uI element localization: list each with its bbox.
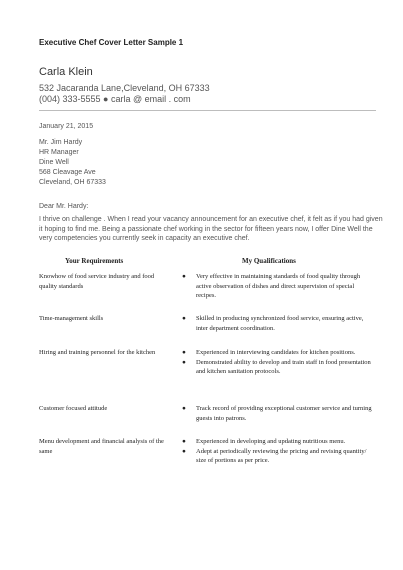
bullet-icon: ● (182, 315, 186, 322)
requirement-cell: Knowhow of food service industry and food quality standards (39, 273, 155, 290)
requirement-cell: Hiring and training personnel for the kitchen (39, 349, 156, 356)
requirement-cell: Menu development and financial analysis of the same (39, 438, 164, 455)
qualification-cell (182, 314, 372, 333)
sender-phone-email: (004) 333-5555 ● carla @ email . com (39, 94, 191, 104)
recipient-street: 568 Cleavage Ave (39, 169, 96, 176)
qualification-item: ● Experienced in developing and updating nutritious menu. (182, 438, 346, 445)
requirement-cell: Customer focused attitude (39, 405, 108, 412)
qualification-item: ● Demonstrated ability to develop and train staff in food presentation and kitchen sanitation protocols. (182, 358, 371, 375)
salutation: Dear Mr. Hardy: (39, 203, 89, 210)
sender-address: 532 Jacaranda Lane,Cleveland, OH 67333 (39, 83, 210, 93)
bullet-icon: ● (182, 358, 186, 366)
document-title: Executive Chef Cover Letter Sample 1 (39, 38, 184, 47)
qualification-item: ● Track record of providing exceptional customer service and turning guests into patrons. (182, 405, 372, 422)
bullet-icon: ● (182, 273, 186, 280)
recipient-name: Mr. Jim Hardy (39, 139, 83, 146)
recipient-city: Cleveland, OH 67333 (39, 179, 106, 186)
bullet-icon: ● (182, 447, 186, 455)
qualification-item: ● Adept at periodically reviewing the pricing and revising quantity/ size of portions as per price. (182, 447, 367, 464)
sender-contact-block (39, 83, 210, 105)
letter-date: January 21, 2015 (39, 123, 94, 130)
recipient-block (39, 138, 106, 188)
qualification-cell (182, 272, 372, 301)
qualification-item: ● Skilled in producing synchronized food service, ensuring active, inter department coordination. (182, 315, 364, 332)
recipient-title: HR Manager (39, 149, 79, 156)
qualification-item: ● Experienced in interviewing candidates for kitchen positions. (182, 349, 356, 356)
bullet-icon: ● (182, 405, 186, 412)
requirements-header: Your Requirements (65, 257, 124, 265)
qualifications-header: My Qualifications (242, 257, 296, 265)
qualification-item: ● Very effective in maintaining standards of food quality through active observation of dishes and direct supervision of special recipes. (182, 273, 361, 299)
recipient-company: Dine Well (39, 159, 69, 166)
bullet-icon: ● (182, 349, 186, 356)
bullet-icon: ● (182, 438, 186, 445)
sender-name: Carla Klein (39, 66, 93, 78)
qualification-cell (182, 437, 372, 466)
body-paragraph: I thrive on challenge . When I read your vacancy announcement for an executive chef, it felt as if you had given it hoping to find me. Being a passionate chef working in the sector for fifteen years now, I offer Dine Well the very competencies you currently seek in capacity an executive chef. (39, 216, 383, 242)
qualification-cell (182, 348, 372, 377)
requirement-cell: Time-management skills (39, 315, 104, 322)
header-divider (39, 110, 376, 111)
qualification-cell (182, 404, 372, 423)
